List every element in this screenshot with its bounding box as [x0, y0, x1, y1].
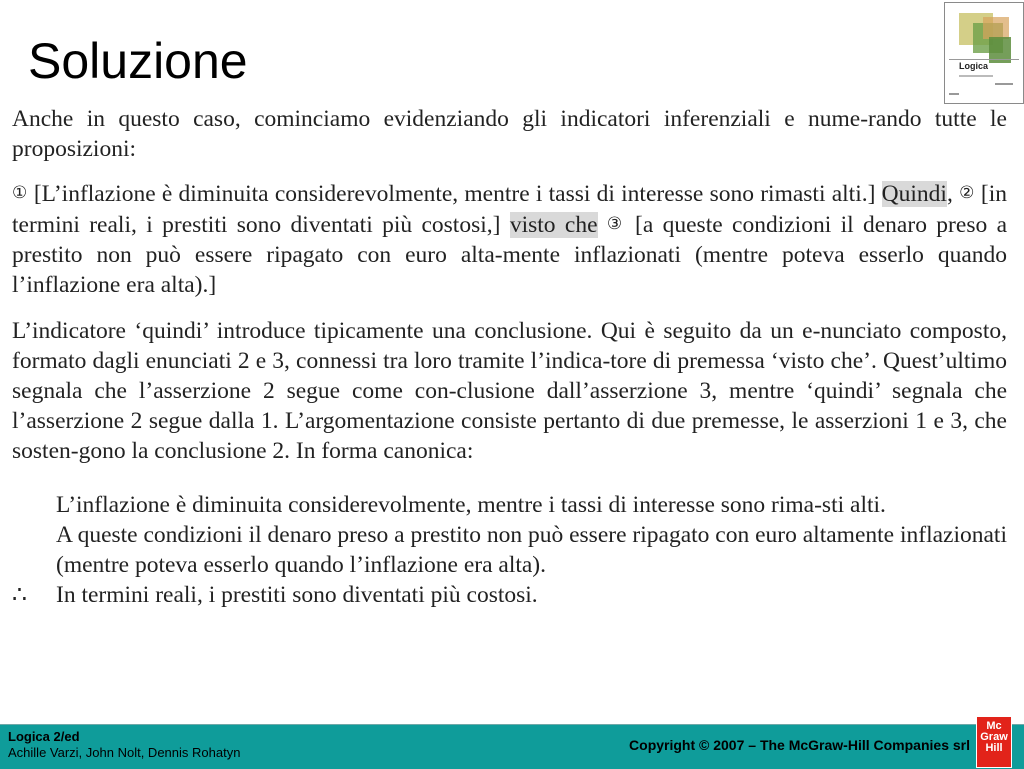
- argument-text: ,: [946, 181, 960, 207]
- premise-1: L’inflazione è diminuita considerevolmente, mentre i tassi di interesse sono rima-sti alti.: [56, 492, 886, 518]
- proposition-3-text: [a queste condizioni il denaro preso a prestito non può essere ripagato con euro alta-mente inflazionati (mentre poteva esserlo quando l’inflazione era alta).]: [12, 212, 1008, 298]
- book-cover-thumbnail: [944, 2, 1024, 104]
- cover-text-line: [949, 93, 959, 95]
- conclusion-text: In termini reali, i prestiti sono diventati più costosi.: [56, 582, 538, 608]
- proposition-2-text: [in termini reali, i prestiti sono diventati più costosi,]: [12, 181, 1007, 238]
- argument-paragraph: [12, 178, 1007, 300]
- proposition-marker-3: ③: [606, 214, 626, 233]
- proposition-marker-1: ①: [12, 183, 28, 202]
- footer-bar: [0, 724, 1024, 769]
- mcgraw-hill-logo: [976, 716, 1012, 768]
- footer-book-title: Logica 2/ed: [8, 729, 80, 744]
- inference-indicator-quindi: Quindi: [881, 181, 947, 207]
- inference-indicator-visto-che: visto che: [509, 212, 598, 238]
- canonical-form: [12, 490, 1007, 610]
- footer-authors: Achille Varzi, John Nolt, Dennis Rohatyn: [8, 745, 241, 760]
- cover-divider: [949, 59, 1019, 60]
- argument-text: [598, 212, 607, 238]
- logo-text: Mc Graw Hill: [980, 720, 1008, 754]
- cover-text-line: [959, 75, 993, 77]
- cover-graphic: [983, 17, 1009, 39]
- cover-title: Logica: [959, 61, 989, 71]
- slide-body: [12, 104, 1007, 610]
- footer-copyright: Copyright © 2007 – The McGraw-Hill Companies srl: [629, 737, 970, 753]
- cover-text-line: [995, 83, 1013, 85]
- proposition-1-text: [L’inflazione è diminuita considerevolmente, mentre i tassi di interesse sono rimasti alti.]: [27, 181, 882, 207]
- slide-title: Soluzione: [28, 33, 248, 89]
- proposition-marker-2: ②: [959, 183, 975, 202]
- premise-2: A queste condizioni il denaro preso a prestito non può essere ripagato con euro altamente inflazionati (mentre poteva esserlo quando l’inflazione era alta).: [56, 522, 1007, 578]
- intro-paragraph: Anche in questo caso, cominciamo evidenziando gli indicatori inferenziali e nume-rando tutte le proposizioni:: [12, 106, 1007, 162]
- explanation-paragraph: L’indicatore ‘quindi’ introduce tipicamente una conclusione. Qui è seguito da un e-nunciato composto, formato dagli enunciati 2 e 3, connessi tra loro tramite l’indica-tore di premessa ‘visto che’. Quest’ultimo segnala che l’asserzione 2 segue come con-clusione dall’asserzione 3, mentre ‘quindi’ segnala che l’asserzione 2 segue dalla 1. L’argomentazione consiste pertanto di due premesse, le asserzioni 1 e 3, che sosten-gono la conclusione 2. In forma canonica:: [12, 318, 1007, 464]
- conclusion-line: [12, 580, 1007, 610]
- therefore-symbol: ∴: [12, 582, 27, 608]
